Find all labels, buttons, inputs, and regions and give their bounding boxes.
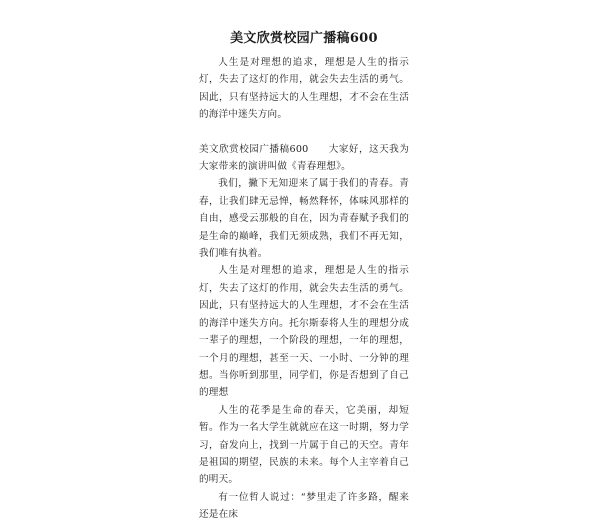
document-page	[199, 30, 409, 524]
body-paragraph-5: 有一位哲人说过：“梦里走了许多路，醒来还是在床	[199, 491, 409, 521]
body-paragraph-4: 人生的花季是生命的春天，它美丽，却短暂。作为一名大学生就就应在这一时期，努力学习，奋发向上，找到一片属于自己的天空。青年是祖国的期望，民族的未来。每个人主宰着自己的明天。	[199, 404, 409, 486]
body-paragraph-2: 我们，撇下无知迎来了属于我们的青春。青春，让我们肆无忌惮，畅然释怀，体味风那样的自由，感受云那般的自在，因为青春赋予我们的是生命的巅峰，我们无须成熟，我们不再无知，我们唯有执着。	[199, 178, 409, 260]
paragraph-gap	[199, 124, 409, 141]
body-paragraph-3: 人生是对理想的追求，理想是人生的指示灯，失去了这灯的作用，就会失去生活的勇气。因此，只有坚持远大的人生理想，才不会在生活的海洋中迷失方向。托尔斯泰将人生的理想分成一辈子的理想，一个阶段的理想，一年的理想，一个月的理想，甚至一天、一小时、一分钟的理想。当你听到那里，同学们，你是否想到了自己的理想	[199, 265, 409, 399]
document-title: 美文欣赏校园广播稿600	[230, 31, 378, 46]
body-paragraph-1: 美文欣赏校园广播稿600 大家好，这天我为大家带来的演讲叫做《青春理想》。	[199, 143, 409, 173]
intro-paragraph: 人生是对理想的追求，理想是人生的指示灯，失去了这灯的作用，就会失去生活的勇气。因此，只有坚持远大的人生理想，才不会在生活的海洋中迷失方向。	[199, 57, 409, 121]
